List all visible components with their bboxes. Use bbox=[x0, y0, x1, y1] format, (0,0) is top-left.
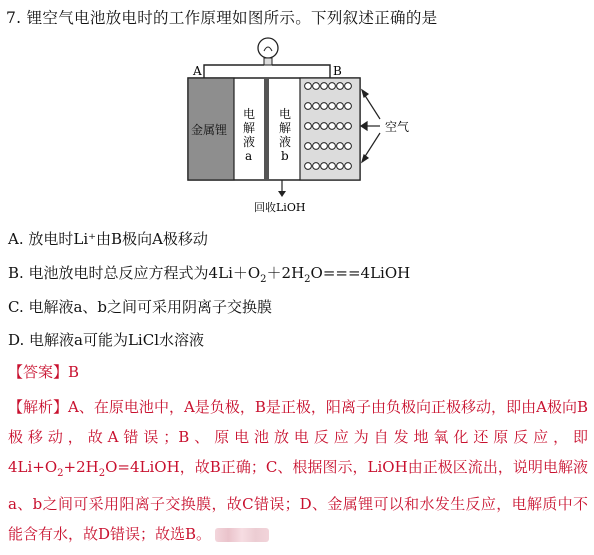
electrolyte-b-char-3: 液 bbox=[279, 135, 292, 149]
option-b-mid: ＋2H bbox=[266, 264, 305, 282]
option-b-prefix: B. 电池放电时总反应方程式为4Li＋O bbox=[8, 264, 261, 282]
option-b-h2o-subscript: 2 bbox=[304, 274, 311, 285]
analysis-o2-subscript: 2 bbox=[57, 468, 64, 479]
electrolyte-b-char-1: 电 bbox=[279, 107, 292, 121]
air-inflow-arrows bbox=[361, 90, 380, 162]
electrolyte-a-char-4: a bbox=[245, 149, 253, 163]
analysis-part-3: O=4LiOH，故B正确；C、根据图示，LiOH由正极区流出，说明电解液a、b之间可采用阳离子交换膜，故C错误；D、金属锂可以和水发生反应，电解质中不能含有水，故D错误；故选B。 bbox=[8, 458, 588, 543]
option-a: A. 放电时Li⁺由B极向A极移动 bbox=[8, 230, 208, 248]
option-d: D. 电解液a可能为LiCl水溶液 bbox=[8, 331, 205, 349]
air-label: 空气 bbox=[385, 120, 410, 134]
electrode-a-label: A bbox=[193, 64, 202, 78]
option-c: C. 电解液a、b之间可采用阴离子交换膜 bbox=[8, 298, 273, 316]
electrolyte-b-char-2: 解 bbox=[279, 121, 292, 135]
battery-diagram bbox=[180, 34, 420, 216]
light-bulb-icon bbox=[258, 38, 278, 65]
electrode-b-label: B bbox=[333, 64, 342, 78]
electrolyte-a-char-2: 解 bbox=[243, 121, 256, 135]
electrolyte-a-char-1: 电 bbox=[243, 107, 256, 121]
electrolyte-a-char-3: 液 bbox=[243, 135, 256, 149]
option-b-suffix: O===4LiOH bbox=[310, 264, 411, 282]
option-b-o2-subscript: 2 bbox=[260, 274, 267, 285]
analysis-part-2: +2H bbox=[63, 458, 99, 476]
analysis-part-1: 【解析】A、在原电池中，A是负极，B是正极，阳离子由负极向正极移动，即由A极向B极移动，故A错误；B、原电池放电反应为自发地氧化还原反应，即4Li+O bbox=[8, 398, 588, 476]
answer-line: 【答案】B bbox=[8, 363, 80, 381]
separator-membrane bbox=[264, 78, 269, 180]
recover-lioh-label: 回收LiOH bbox=[254, 201, 306, 214]
metal-lithium-label: 金属锂 bbox=[191, 123, 228, 137]
redaction-blur bbox=[215, 528, 269, 542]
analysis-h2o-subscript: 2 bbox=[98, 468, 106, 479]
option-b bbox=[8, 262, 410, 285]
analysis-paragraph bbox=[8, 392, 588, 549]
electrolyte-b-char-4: b bbox=[281, 149, 289, 163]
question-title: 7. 锂空气电池放电时的工作原理如图所示。下列叙述正确的是 bbox=[6, 9, 438, 27]
